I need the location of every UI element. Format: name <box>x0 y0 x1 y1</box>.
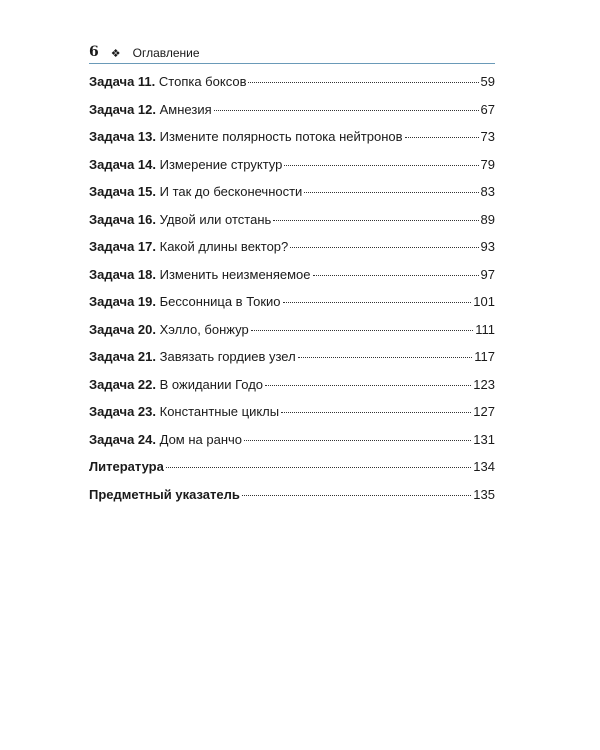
dot-leader <box>265 385 471 386</box>
dot-leader <box>273 220 478 221</box>
toc-entry-title: Дом на ранчо <box>159 431 243 447</box>
toc-entry-number: Задача 15. <box>89 184 156 199</box>
toc-entry[interactable] <box>89 184 495 212</box>
toc-entry[interactable] <box>89 322 495 350</box>
toc-entry-label <box>89 349 296 364</box>
toc-entry-title: Хэлло, бонжур <box>159 321 249 337</box>
toc-entry-page: 135 <box>473 486 495 502</box>
toc-entry-title: Удвой или отстань <box>159 211 272 227</box>
toc-entry-page: 131 <box>473 431 495 447</box>
toc-entry-number: Задача 23. <box>89 404 156 419</box>
toc-entry-title: Предметный указатель <box>89 486 240 502</box>
toc-entry[interactable] <box>89 377 495 405</box>
table-of-contents <box>89 74 495 514</box>
ornament-icon: ❖ <box>110 47 121 60</box>
toc-entry-page: 123 <box>473 376 495 392</box>
toc-entry-title: Стопка боксов <box>158 74 247 89</box>
toc-entry-title: Измерение структур <box>159 156 283 172</box>
toc-entry-label <box>89 102 212 117</box>
toc-entry-title: Литература <box>89 459 164 474</box>
toc-entry-number: Задача 19. <box>89 294 156 309</box>
page-number: 6 <box>89 44 99 60</box>
toc-entry-label <box>89 129 403 144</box>
dot-leader <box>284 165 478 166</box>
toc-entry-label <box>89 432 242 447</box>
toc-entry-label <box>89 404 279 419</box>
toc-entry-page: 111 <box>475 321 495 337</box>
toc-entry-number: Задача 12. <box>89 101 156 117</box>
toc-entry-number: Задача 11. <box>89 74 156 89</box>
toc-entry-title: Какой длины вектор? <box>159 239 289 254</box>
toc-entry-label <box>89 74 246 89</box>
running-title: Оглавление <box>132 46 200 60</box>
toc-entry-page: 67 <box>480 101 495 117</box>
toc-entry[interactable] <box>89 432 495 460</box>
toc-entry-number: Задача 21. <box>89 349 156 364</box>
toc-entry-number: Задача 22. <box>89 376 156 392</box>
toc-entry-title: Измените полярность потока нейтронов <box>159 129 403 144</box>
toc-entry-label <box>89 322 249 337</box>
toc-entry-label <box>89 184 302 199</box>
toc-entry-page: 101 <box>473 294 495 309</box>
toc-entry-number: Задача 16. <box>89 211 156 227</box>
toc-entry-label <box>89 157 282 172</box>
toc-entry-label <box>89 294 281 309</box>
toc-entry-page: 127 <box>473 404 495 419</box>
toc-entry[interactable] <box>89 349 495 377</box>
dot-leader <box>304 192 478 193</box>
toc-entry-number: Задача 14. <box>89 156 156 172</box>
dot-leader <box>283 302 472 303</box>
toc-entry-title: Изменить неизменяемое <box>159 266 311 282</box>
toc-entry-number: Задача 13. <box>89 129 156 144</box>
toc-entry-title: В ожидании Годо <box>159 376 264 392</box>
toc-entry-page: 89 <box>480 211 495 227</box>
toc-entry-title: И так до бесконечности <box>159 184 303 199</box>
dot-leader <box>251 330 474 331</box>
toc-entry-number: Задача 20. <box>89 321 156 337</box>
dot-leader <box>242 495 471 496</box>
dot-leader <box>214 110 479 111</box>
toc-entry-number: Задача 24. <box>89 431 156 447</box>
toc-entry[interactable] <box>89 459 495 487</box>
dot-leader <box>405 137 479 138</box>
toc-entry-label <box>89 459 164 474</box>
dot-leader <box>290 247 478 248</box>
toc-entry[interactable] <box>89 487 495 515</box>
toc-entry-page: 93 <box>480 239 495 254</box>
dot-leader <box>281 412 471 413</box>
toc-entry[interactable] <box>89 157 495 185</box>
dot-leader <box>313 275 479 276</box>
toc-entry-label <box>89 487 240 502</box>
toc-entry-title: Завязать гордиев узел <box>159 349 296 364</box>
toc-entry-number: Задача 18. <box>89 266 156 282</box>
toc-entry[interactable] <box>89 404 495 432</box>
toc-entry-title: Константные циклы <box>159 404 280 419</box>
toc-entry-page: 79 <box>480 156 495 172</box>
toc-entry-label <box>89 377 263 392</box>
toc-entry[interactable] <box>89 74 495 102</box>
toc-entry-label <box>89 267 311 282</box>
toc-entry-page: 117 <box>474 349 495 364</box>
toc-entry-number: Задача 17. <box>89 239 156 254</box>
toc-entry-label <box>89 239 288 254</box>
toc-entry[interactable] <box>89 129 495 157</box>
toc-entry[interactable] <box>89 239 495 267</box>
dot-leader <box>298 357 473 358</box>
toc-entry-page: 59 <box>480 74 495 89</box>
toc-entry-page: 134 <box>473 459 495 474</box>
toc-entry[interactable] <box>89 267 495 295</box>
toc-entry-page: 97 <box>480 266 495 282</box>
dot-leader <box>244 440 471 441</box>
dot-leader <box>166 467 471 468</box>
toc-entry[interactable] <box>89 102 495 130</box>
toc-entry-page: 83 <box>480 184 495 199</box>
toc-entry-page: 73 <box>480 129 495 144</box>
toc-entry[interactable] <box>89 294 495 322</box>
dot-leader <box>248 82 478 83</box>
page-header <box>89 40 495 64</box>
toc-entry-title: Бессонница в Токио <box>159 294 281 309</box>
toc-entry-title: Амнезия <box>159 101 212 117</box>
toc-entry[interactable] <box>89 212 495 240</box>
toc-entry-label <box>89 212 271 227</box>
